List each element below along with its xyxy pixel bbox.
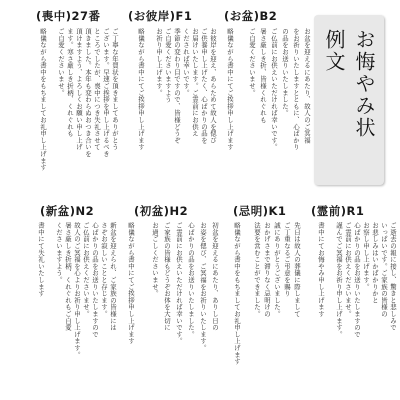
letter-line: ご仏前にお供えくださいませ。 — [82, 222, 90, 318]
letter-line: ご自愛くださいますよう — [164, 28, 172, 103]
letter-line: 頂けますよう、よろしくお願い申し上げ — [75, 28, 83, 151]
letter-line: ご自愛くださいませ。 — [248, 28, 256, 96]
letter-line: お悲しみはいかばかりかと — [371, 222, 379, 304]
letter-line — [144, 28, 153, 190]
letter-line: おかげさまで滞りなく忌明けの — [263, 222, 271, 318]
letter-line: ご供養申し上げたく、心ばかりの品を — [200, 28, 208, 144]
letter-line: 暑さ厳しき折柄、くれぐれもご自愛 — [64, 222, 72, 331]
letter-line: 先日は故人の葬儀に際しまして — [293, 222, 301, 318]
title-line-1: お悔やみ状 — [352, 29, 376, 139]
letter-line: 故人のご冥福を心よりお祈り申し上げます。 — [73, 222, 81, 358]
letter-body — [228, 222, 300, 390]
letter-body — [308, 222, 396, 390]
letter-line: 初盆を迎えるにあたり、ありし日の — [211, 222, 219, 331]
letter-line: をお祈りいたしますとともに、心ばかり — [292, 28, 300, 151]
letter-line — [324, 222, 333, 390]
letter-line: ところでしたが、喪中につき失礼させて — [93, 28, 101, 151]
letter-line — [44, 222, 53, 390]
panel-label: (初盆)H2 — [134, 204, 189, 218]
letter-line: くださいますよう。 — [55, 222, 63, 284]
letter-line: 季節の変わり目ですので、皆様どうぞ — [173, 28, 181, 144]
letter-line: ご霊前にお供えいただければ幸いです。 — [175, 222, 183, 345]
letter-line: 書中にてお悔やみ申し上げます — [317, 222, 325, 318]
letter-line: お盆を迎えるにあたり、故人のご冥福 — [303, 28, 311, 144]
letter-line: ご丁重なるご弔意を賜り — [283, 222, 291, 297]
letter-line: 心ばかりの品をお送りいたしますので — [91, 222, 99, 338]
letter-line: ご仏前にお供えいただければ幸いです。 — [270, 28, 278, 151]
letter-line: さぞお寂しいことと存じます。 — [100, 222, 108, 318]
letter-line: お祈り申し上げます。 — [155, 28, 163, 96]
letter-line: 略儀ながら書中にてご挨拶申し上げます — [226, 28, 234, 151]
letter-line: ご自愛くださいませ。 — [57, 28, 65, 96]
title-line-2: 例文 — [322, 29, 346, 73]
letter-line: いっぱいです。ご家族の皆様の — [380, 222, 388, 318]
letter-line: の品をお送りいたしました。 — [281, 28, 289, 117]
letter-line: 新盆を迎えられ、ご家族の皆様には — [109, 222, 117, 331]
letter-line: ます。寒さ厳しき折柄、くれぐれも — [66, 28, 74, 137]
letter-line — [240, 222, 250, 390]
letter-line — [134, 222, 146, 390]
title-box — [314, 15, 384, 185]
letter-body — [30, 28, 118, 190]
panel-label: (新盆)N2 — [40, 204, 95, 218]
letter-line: くだされば幸いです。 — [182, 28, 190, 96]
letter-line — [233, 28, 244, 190]
letter-line: 略儀ながら書中をもちましてお礼申し上げます — [233, 222, 241, 365]
letter-line: ご家族の皆様もどうぞお体を大切に — [163, 222, 171, 331]
letter-line: 略儀ながら書中にてご挨拶申し上げます — [127, 222, 135, 345]
letter-line: お姿を偲び、ご冥福をお祈りいたします。 — [199, 222, 207, 352]
panel-label: (忌明)K1 — [233, 204, 287, 218]
letter-line: ご霊前にお供えくださいませ。 — [344, 222, 352, 318]
panel-label: (お盆)B2 — [224, 9, 278, 23]
letter-body — [222, 28, 310, 190]
letter-line: 心ばかりの品をお送りいたしました。 — [187, 222, 195, 338]
panel-label: (霊前)R1 — [311, 204, 365, 218]
letter-body — [28, 222, 116, 390]
letter-line: 誠にありがとうございました。 — [273, 222, 281, 318]
letter-line: 暑さ厳しき折、皆様くれぐれも — [259, 28, 267, 124]
letter-line: お彼岸を迎え、あらためて故人を偲び — [209, 28, 217, 144]
letter-line: 書中にて失礼いたします — [37, 222, 45, 297]
letter-line — [46, 28, 55, 190]
panel-label: (お彼岸)F1 — [128, 9, 193, 23]
letter-line: 心ばかりの品をお送りいたしますので — [353, 222, 361, 338]
letter-line: お過ごしくださいませ。 — [151, 222, 159, 297]
letter-line: 法要を営むことができました。 — [253, 222, 261, 318]
letter-line: ございます。早速ご挨拶を申し上げるべき — [102, 28, 110, 158]
letter-line: お察し申し上げます。 — [362, 222, 370, 290]
letter-body — [128, 28, 216, 190]
letter-line: 略儀ながら書中をもちましてお礼申し上げます — [39, 28, 47, 171]
letter-line: 略儀ながら書中にてご挨拶申し上げます — [137, 28, 145, 151]
letter-line: 頂きました。本年も変わらぬおつき合いを — [84, 28, 92, 158]
letter-body — [122, 222, 218, 390]
panel-label: (喪中)27番 — [36, 9, 101, 23]
letter-line: ご逝去の報に接し、驚きと悲しみで — [389, 222, 397, 331]
letter-line: 謹んでご冥福をお祈り申し上げます。 — [335, 222, 343, 338]
letter-line: お届けいたします。ご霊前にお供え — [191, 28, 199, 137]
letter-line: ご丁寧な年賀状を頂きましてありがとう — [111, 28, 119, 151]
